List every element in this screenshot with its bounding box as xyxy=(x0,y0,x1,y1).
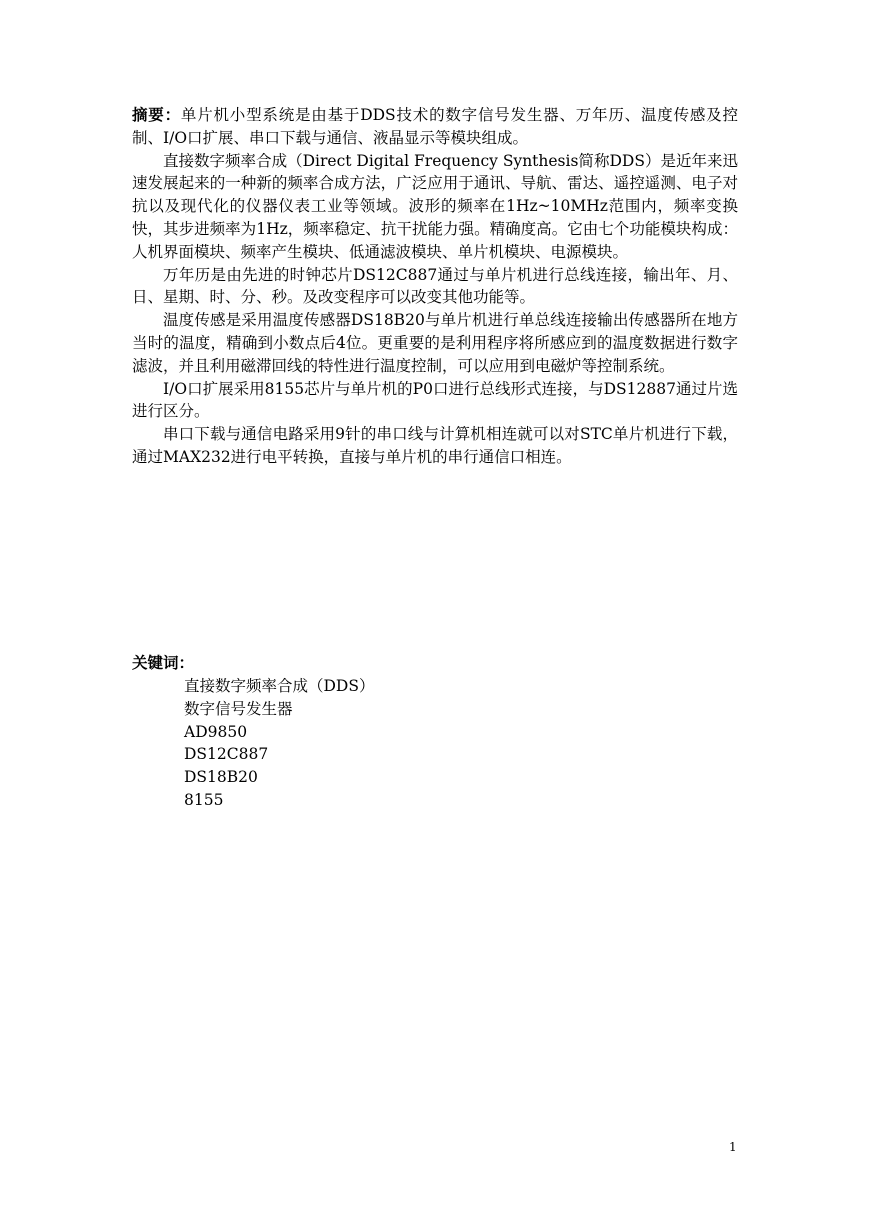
abstract-paragraph-1 xyxy=(132,104,738,150)
abstract-paragraph-6: 串口下载与通信电路采用9针的串口线与计算机相连就可以对STC单片机进行下载，通过MAX232进行电平转换，直接与单片机的串行通信口相连。 xyxy=(132,425,738,466)
abstract-paragraph-5: I/O口扩展采用8155芯片与单片机的P0口进行总线形式连接，与DS12887通过片选进行区分。 xyxy=(132,379,738,421)
abstract-paragraph-3: 万年历是由先进的时钟芯片DS12C887通过与单片机进行总线连接，输出年、月、日、星期、时、分、秒。及改变程序可以改变其他功能等。 xyxy=(132,265,738,307)
keyword-item: 数字信号发生器 xyxy=(184,699,293,718)
abstract-label: 摘要： xyxy=(132,106,181,124)
abstract-paragraph-2: 直接数字频率合成（Direct Digital Frequency Synthesis简称DDS）是近年来迅速发展起来的一种新的频率合成方法，广泛应用于通讯、导航、雷达、遥控遥测、电子对抗以及现代化的仪器仪表工业等领域。波形的频率在1Hz~10MHz范围内，频率变换快，其步进频率为1Hz，频率稳定、抗干扰能力强。精确度高。它由七个功能模块构成：人机界面模块、频率产生模块、低通滤波模块、单片机模块、电源模块。 xyxy=(132,151,738,261)
abstract-section xyxy=(132,104,738,469)
keyword-item: 直接数字频率合成（DDS） xyxy=(184,677,375,695)
keywords-label: 关键词： xyxy=(132,654,195,672)
abstract-paragraph-4: 温度传感是采用温度传感器DS18B20与单片机进行单总线连接输出传感器所在地方当时的温度，精确到小数点后4位。更重要的是利用程序将所感应到的温度数据进行数字滤波，并且利用磁滞回线的特性进行温度控制，可以应用到电磁炉等控制系统。 xyxy=(132,311,738,375)
keywords-list xyxy=(184,675,374,812)
page-number: 1 xyxy=(729,1140,737,1154)
keyword-item: AD9850 xyxy=(184,722,248,741)
keyword-item: DS18B20 xyxy=(184,768,258,787)
keyword-item: 8155 xyxy=(184,790,224,809)
abstract-paragraph-1-text: 单片机小型系统是由基于DDS技术的数字信号发生器、万年历、温度传感及控制、I/O口扩展、串口下载与通信、液晶显示等模块组成。 xyxy=(132,106,738,147)
keyword-item: DS12C887 xyxy=(184,745,269,764)
